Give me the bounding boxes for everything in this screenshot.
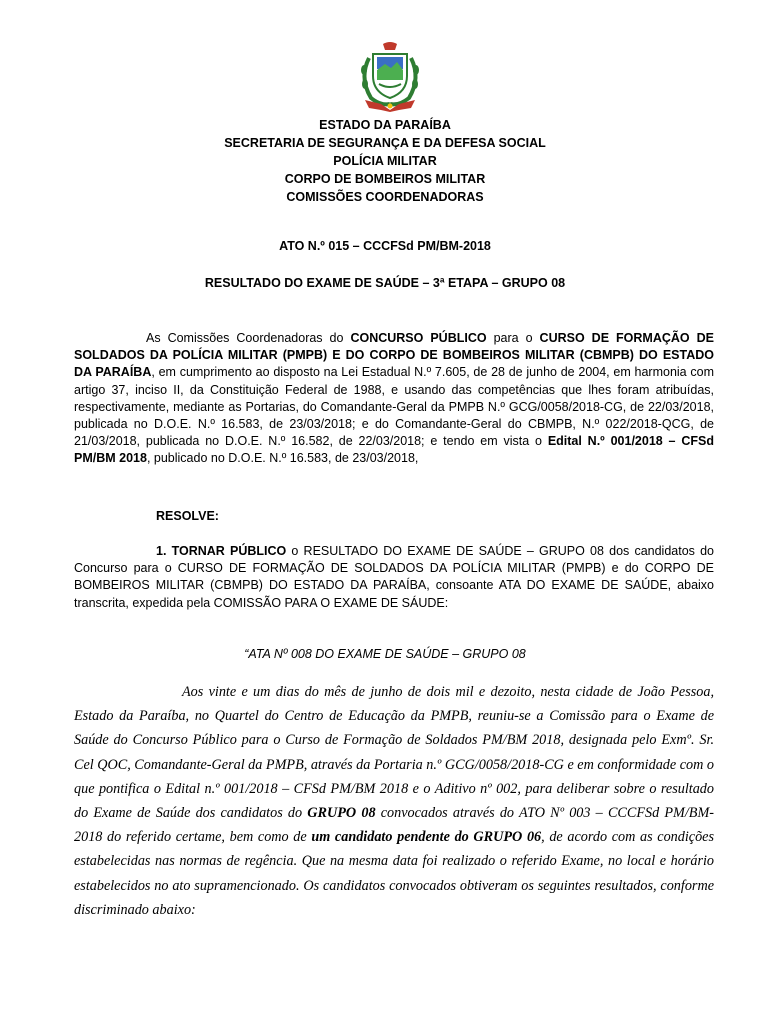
ata-bold-candidato: um candidato pendente do GRUPO 06 [311, 829, 542, 846]
intro-paragraph [74, 330, 714, 468]
resultado-title: RESULTADO DO EXAME DE SAÚDE – 3ª ETAPA – GRUPO 08 [204, 276, 566, 290]
document-header [0, 116, 770, 206]
coat-of-arms-icon [355, 40, 425, 112]
header-line-firefighters: CORPO DE BOMBEIROS MILITAR [284, 172, 486, 186]
resolve-label: RESOLVE: [156, 509, 219, 523]
header-line-state: ESTADO DA PARAÍBA [319, 118, 451, 132]
ata-text: , de acordo com as condições estabelecidas nas normas de regência. Que na mesma data foi realizado o referido Exame, no local e horário estabelecidos no ato supramencionado. Os candidatos convocados obtiveram os seguintes resultados, conforme discriminado abaixo: [74, 829, 715, 918]
resolution-bold-item: 1. TORNAR PÚBLICO [156, 544, 287, 558]
ata-text: Aos vinte e um dias do mês de junho de dois mil e dezoito, nesta cidade de João Pessoa, Estado da Paraíba, no Quartel do Centro de Educação da PMPB, reuniu-se a Comissão para o Exame de Saúde do Concurso Público para o Curso de Formação de Soldados PM/BM 2018, designada pelo Exmº. Sr. Cel QOC, Comandante-Geral da PMPB, através da Portaria n.º GCG/0058/2018-CG e em conformidade com o que pontifica o Edital n.º 001/2018 – CFSd PM/BM 2018 e o Aditivo nº 002, para deliberar sobre o resultado do Exame de Saúde dos candidatos do [74, 684, 715, 822]
intro-text: , publicado no D.O.E. N.º 16.583, de 23/03/2018, [146, 451, 419, 466]
intro-bold-concurso: CONCURSO PÚBLICO [350, 331, 487, 345]
header-line-police: POLÍCIA MILITAR [333, 154, 437, 168]
intro-text: As Comissões Coordenadoras do [146, 331, 351, 345]
ata-title: “ATA Nº 008 DO EXAME DE SAÚDE – GRUPO 08 [244, 647, 526, 661]
resolution-paragraph [74, 543, 714, 612]
intro-bold-edital: Edital N.º 001/2018 – CFSd PM/BM 2018 [74, 434, 714, 466]
intro-bold-curso: CURSO DE FORMAÇÃO DE SOLDADOS DA POLÍCIA MILITAR (PMPB) E DO CORPO DE BOMBEIROS MILITAR (CBMPB) DO ESTADO DA PARAÍBA [74, 331, 714, 380]
header-line-commissions: COMISSÕES COORDENADORAS [286, 190, 484, 204]
ata-body [74, 680, 714, 922]
resolution-text: o RESULTADO DO EXAME DE SAÚDE – GRUPO 08 dos candidatos do Concurso para o CURSO DE FORMAÇÃO DE SOLDADOS DA POLÍCIA MILITAR (PMPB) e do CORPO DE BOMBEIROS MILITAR (CBMPB) DO ESTADO DA PARAÍBA, consoante ATA DO EXAME DE SAÚDE, abaixo transcrita, expedida pela COMISSÃO PARA O EXAME DE SÁUDE: [74, 544, 714, 610]
intro-text: , em cumprimento ao disposto na Lei Estadual N.º 7.605, de 28 de junho de 2004, em harmonia com artigo 37, inciso II, da Constituição Federal de 1988, e usando das competências que lhes foram atribuídas, respectivamente, mediante as Portarias, do Comandante-Geral da PMPB N.º GCG/0058/2018-CG, de 22/03/2018, publicada no D.O.E. N.º 16.583, de 23/03/2018; e do Comandante-Geral do CBMPB, N.º 022/2018-QCG, de 21/03/2018, publicada no D.O.E. N.º 16.582, de 22/03/2018; e tendo em vista o [74, 365, 714, 449]
ata-bold-grupo: GRUPO 08 [307, 805, 376, 822]
ata-text: convocados através do ATO Nº 003 – CCCFSd PM/BM-2018 do referido certame, bem como de [74, 805, 714, 846]
ato-title: ATO N.º 015 – CCCFSd PM/BM-2018 [279, 239, 491, 253]
header-line-secretariat: SECRETARIA DE SEGURANÇA E DA DEFESA SOCIAL [224, 136, 546, 150]
intro-text: para o [486, 331, 540, 345]
